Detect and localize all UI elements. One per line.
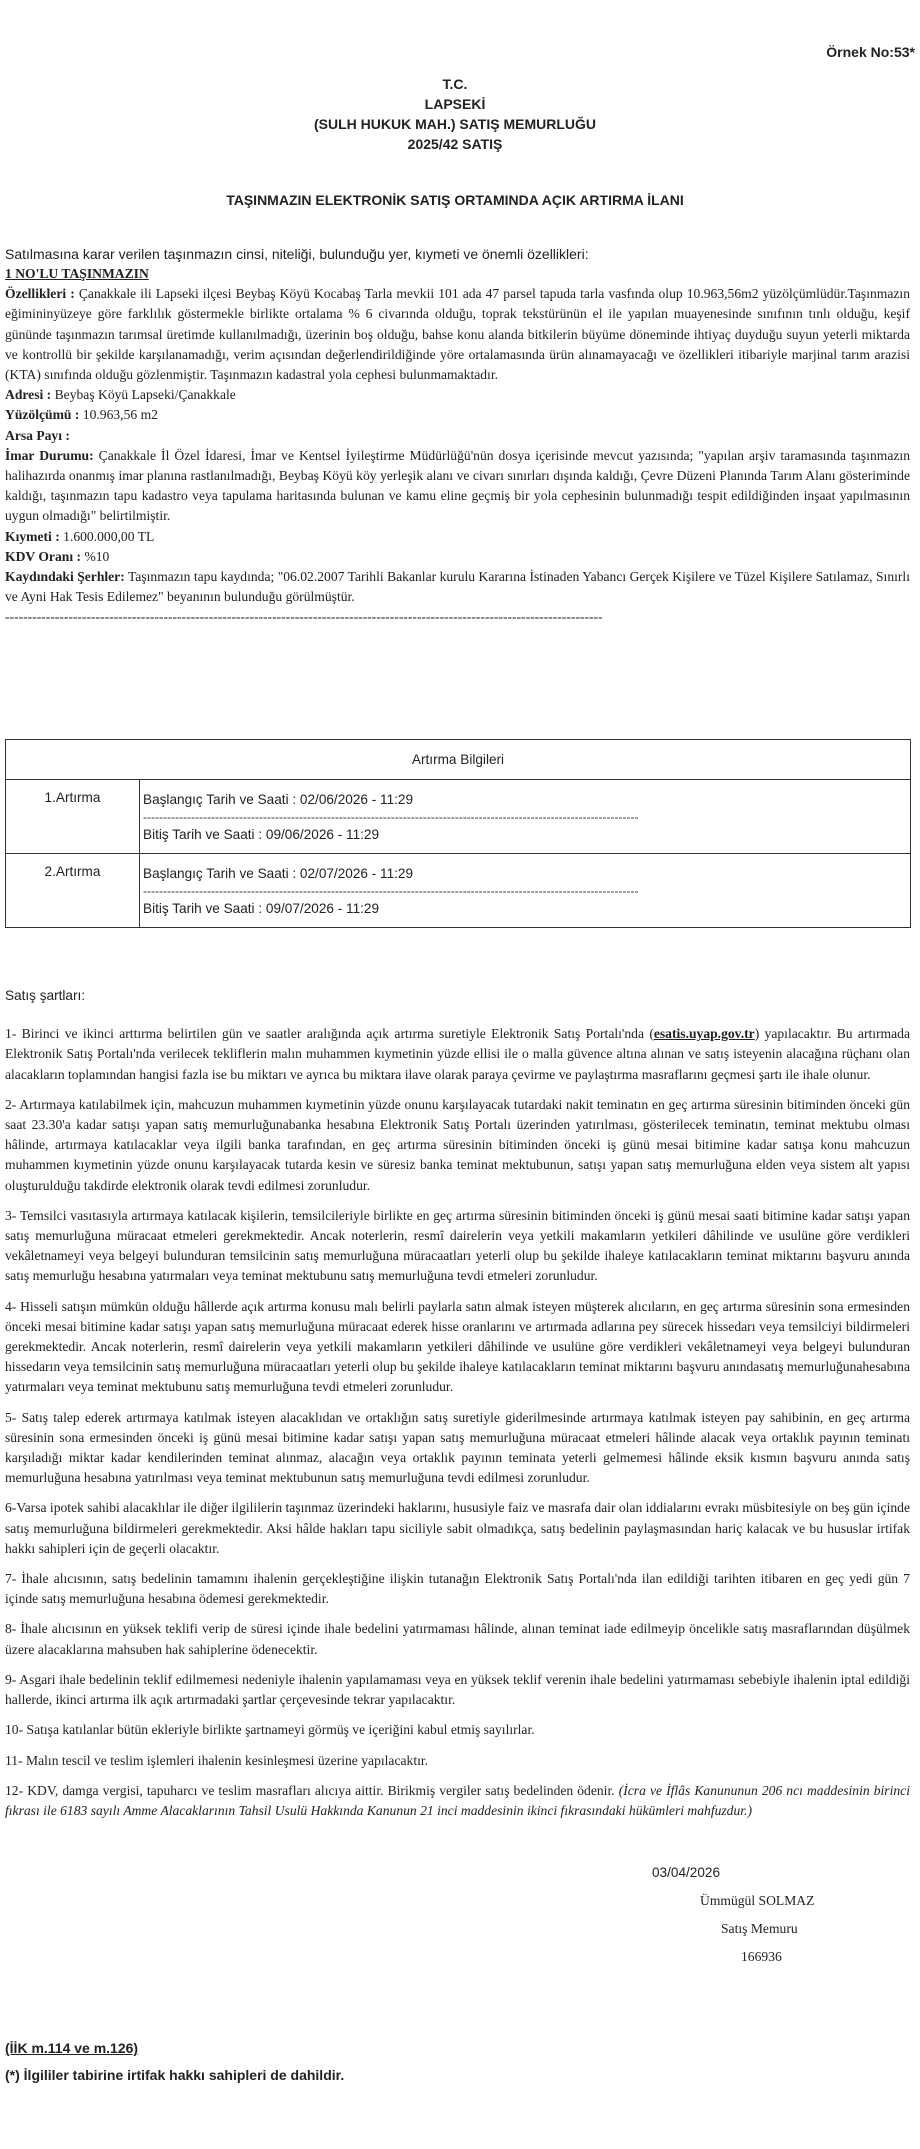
condition-12: 12- KDV, damga vergisi, tapuharcı ve teslim masrafları alıcıya aittir. Birikmiş vergiler satış bedelinden ödenir. (İcra ve İflâs Kanununun 206 ncı maddesinin birinci fıkrası ile 6183 sayılı Amme Alacaklarının Tahsil Usulü Hakkında Kanunun 21 inci maddesinin ikinci fıkrasındaki hükümleri mahfuzdur.) bbox=[5, 1782, 910, 1818]
property-section bbox=[5, 264, 910, 628]
property-share: Arsa Payı : bbox=[5, 427, 70, 443]
property-area: Yüzölçümü : 10.963,56 m2 bbox=[5, 407, 158, 423]
signature-name: Ümmügül SOLMAZ bbox=[700, 1893, 815, 1908]
condition-4: 4- Hisseli satışın mümkün olduğu hâllerde açık artırma konusu malı belirli paylarla satın almak isteyen müşterek alıcıların, en geç artırma süresinin sona ermesinden önceki mesai bitimine kadar satışı yapan satış memurluğuna müracaat ederek hisse oranlarını ve artırmada adlarına pey sürecek hissedarı veya temsilciyi bildirmeleri gerekmektedir. Ancak noterlerin, resmî dairelerin veya yetkili makamların yetkileri dâhilinde ve usulüne göre verdikleri vekâletnameyi veya belgeyi bulunduran hissedarın veya temsilcinin satış memurluğuna müracaatları yeterli olup bu şekilde ihaleye katılacakların teminat miktarını başvuru anındasatış memurluğunahesabına yatırmaları veya teminat mektubunu satış memurluğuna tevdi etmeleri zorunludur. bbox=[5, 1298, 910, 1395]
property-zoning: İmar Durumu: Çanakkale İl Özel İdaresi, İmar ve Kentsel İyileştirme Müdürlüğü'nün dosya içerisinde mevcut yazısında; "yapılan arşiv taramasında taşınmazın halihazırda onanmış imar planına rastlanılmadığı, Beybaş Köyü köy yerleşik alanı ve civarı sınırları dışında kaldığı, Çevre Düzeni Planında Tarım Alanı gösteriminde kaldığı, taşınmazın tapu kadastro veya tapulama haritasında bulunan ve kamu eline geçmiş bir yola cephesinin bulunmadığı tespit edildiğinden inşaat yapılmasının uygun olmadığı" belirtilmiştir. bbox=[5, 447, 910, 524]
auction-2-start: Başlangıç Tarih ve Saati : 02/07/2026 - 11:29 bbox=[143, 866, 414, 881]
condition-7: 7- İhale alıcısının, satış bedelinin tamamını ihalenin gerçekleştiğine ilişkin tutanağın Elektronik Satış Portalı'nda ilan edildiği tarihten itibaren en geç yedi gün 7 içinde satış memurluğuna hesabına ödemesi gerekmektedir. bbox=[5, 1571, 910, 1607]
signature-role: Satış Memuru bbox=[721, 1921, 798, 1936]
auction-info-table bbox=[5, 739, 911, 928]
auction-table-header: Artırma Bilgileri bbox=[6, 740, 911, 780]
auction-2-end: Bitiş Tarih ve Saati : 09/07/2026 - 11:29 bbox=[143, 901, 380, 916]
signature-number: 166936 bbox=[741, 1949, 782, 1964]
property-annotations: Kaydındaki Şerhler: Taşınmazın tapu kaydında; "06.02.2007 Tarihli Bakanlar kurulu Kararına İstinaden Yabancı Gerçek Kişilere ve Tüzel Kişilere Satılamaz, Sınırlı ve Ayni Hak Tesis Edilemez" beyanının bulunduğu görülmüştür. bbox=[5, 569, 910, 605]
auction-2-separator: ---------------------------------------------------------------------------------------------------------------------------- bbox=[143, 885, 639, 897]
footer-note: (*) İlgililer tabirine irtifak hakkı sahipleri de dahildir. bbox=[5, 2067, 345, 2083]
property-features: Özellikleri : Çanakkale ili Lapseki ilçesi Beybaş Köyü Kocabaş Tarla mevkii 101 ada 47 parsel tapuda tarla vasfında olup 10.963,56m2 yüzölçümlüdür.Taşınmazın eğimininyüzeye göre farklılık göstermekle birlikte ortalama % 6 civarında olduğu, toprak tekstürünün el ile yapılan muayenesinde sınıfının tınlı olduğu, keşif gününde taşınmazın tarımsal üretimde kullanılmadığı, üzerinin boş olduğu, bahse konu alanda bitkilerin büyüme döneminde ihtiyaç duyduğu suyun yeterli miktarda ve kontrollü bir şekilde karşılanamadığı, verim açısından değerlendirildiğinde yöre ortalamasında ürün alınamayacağı ve özellikleri itibariyle marjinal tarım arazisi (KTA) sınıfında olduğu gözlenmiştir. Taşınmazın kadastral yola cephesi bulunmamaktadır. bbox=[5, 286, 910, 383]
property-separator: ------------------------------------------------------------------------------------------------------------------------------------ bbox=[5, 609, 603, 625]
property-address: Adresi : Beybaş Köyü Lapseki/Çanakkale bbox=[5, 387, 236, 403]
condition-3: 3- Temsilci vasıtasıyla artırmaya katılacak kişilerin, temsilcileriyle birlikte en geç artırma süresinin bitiminden önceki iş günü mesai saati bitimine kadar satışı yapan satış memurluğuna müracaat etmeleri gerekmektedir. Ancak noterlerin, resmî dairelerin veya yetkili makamların yetkileri dâhilinde ve usulüne göre verdikleri vekâletnameyi veya belgeyi bulunduran temsilcinin satış memurluğuna müracaatları yeterli olup bu şekilde ihaleye katılacakların teminat miktarını başvuru anında satış memurluğu hesabına yatırmaları veya teminat mektubunu satış memurluğuna tevdi etmeleri zorunludur. bbox=[5, 1207, 910, 1284]
condition-2: 2- Artırmaya katılabilmek için, mahcuzun muhammen kıymetinin yüzde onunu karşılayacak tutardaki nakit teminatın en geç artırma süresinin bitiminden önceki gün saat 23.30'a kadar satışı yapan satış memurluğunabanka hesabına Elektronik Satış Portalı üzerinden yatırılması, gösterilecek teminatın, teminat mektubu olması hâlinde, artırmaya katılacaklar veya ilgili banka tarafından, en geç artırma süresinin bitiminden önceki iş günü mesai bitimine kadar satışa konu mahcuzun muhammen kıymetinin yüzde onunu karşılayacak tutarda kesin ve süresiz banka teminat mektubunun, satışı yapan satış memurluğuna elden veya sistem alt yapısı oluşturulduğu takdirde elektronik olarak tevdi edilmesi zorunludur. bbox=[5, 1096, 910, 1193]
document-header bbox=[0, 74, 910, 154]
auction-2-label: 2.Artırma bbox=[6, 854, 140, 928]
header-city: LAPSEKİ bbox=[424, 96, 486, 112]
condition-6: 6-Varsa ipotek sahibi alacaklılar ile diğer ilgililerin taşınmaz üzerindeki haklarını, hususiyle faiz ve masrafa dair olan iddialarını evrakı müsbitesiyle on beş gün içinde satış memurluğuna bildirmeleri gerekmektedir. Aksi hâlde hakları tapu siciliyle sabit olmadıkça, satış bedelinin paylaşmasından hariç kalacak ve bu hususlar irtifak hakkı sahipleri için de geçerli olacaktır. bbox=[5, 1500, 910, 1556]
signature-date: 03/04/2026 bbox=[652, 1865, 721, 1880]
auction-1-label: 1.Artırma bbox=[6, 780, 140, 854]
header-tc: T.C. bbox=[442, 76, 468, 92]
property-vat: KDV Oranı : %10 bbox=[5, 548, 110, 564]
property-no-label: 1 NO'LU TAŞINMAZIN bbox=[5, 266, 149, 281]
condition-10: 10- Satışa katılanlar bütün ekleriyle birlikte şartnameyi görmüş ve içeriğini kabul etmiş sayılırlar. bbox=[5, 1722, 535, 1738]
auction-1-end: Bitiş Tarih ve Saati : 09/06/2026 - 11:29 bbox=[143, 827, 380, 842]
property-value: Kıymeti : 1.600.000,00 TL bbox=[5, 528, 155, 544]
sale-conditions-title: Satış şartları: bbox=[5, 988, 86, 1003]
auction-1-dates bbox=[140, 780, 911, 854]
table-row bbox=[6, 780, 911, 854]
header-office: (SULH HUKUK MAH.) SATIŞ MEMURLUĞU bbox=[313, 116, 597, 132]
table-row bbox=[6, 854, 911, 928]
auction-2-dates bbox=[140, 854, 911, 928]
condition-1: 1- Birinci ve ikinci arttırma belirtilen gün ve saatler aralığında açık artırma suretiyle Elektronik Satış Portalı'nda (esatis.uyap.gov.tr) yapılacaktır. Bu artırmada Elektronik Satış Portalı'nda verilecek tekliflerin malın muhammen kıymetinin yüzde ellisi ile o malla güvence altına alınan ve satış isteyenin alacağına rüçhanı olan alacakların toplamından hangisi fazla ise bu miktarı ve ayrıca bu miktara ilave olarak paraya çevirme ve paylaştırma masraflarını geçmesi şartı ile ihale olunur. bbox=[5, 1026, 910, 1082]
sale-conditions bbox=[5, 986, 910, 1831]
auction-1-separator: ---------------------------------------------------------------------------------------------------------------------------- bbox=[143, 811, 639, 823]
condition-8: 8- İhale alıcısının en yüksek teklifi verip de süresi içinde ihale bedelini yatırmaması hâlinde, alınan teminat iade edilmeyip öncelikle satış masraflarından düşülmek üzere alacaklarına mahsuben hak sahiplerine ödenecektir. bbox=[5, 1621, 910, 1657]
ornek-no: Örnek No:53* bbox=[826, 44, 915, 60]
condition-5: 5- Satış talep ederek artırmaya katılmak isteyen alacaklıdan ve ortaklığın satış suretiyle giderilmesinde artırmaya katılmak isteyen pay sahibinin, en geç artırma süresinin sona ermesinden önceki iş günü mesai bitimine kadar satışı yapan satış memurluğuna müracaat etmeleri hâlinde alacak veya ortaklık payının teminatı karşıladığı miktar kadar kendilerinden teminat alınmaz, alacağın veya ortaklık payının teminata yeterli gelmemesi hâlinde eksik kısmın başvuru anında satış memurluğuna hesabına yatırılması veya teminat mektubunun satış memurluğuna tevdi edilmesi zorunludur. bbox=[5, 1409, 910, 1486]
document-title: TAŞINMAZIN ELEKTRONİK SATIŞ ORTAMINDA AÇIK ARTIRMA İLANI bbox=[226, 192, 684, 208]
condition-11: 11- Malın tescil ve teslim işlemleri ihalenin kesinleşmesi üzerine yapılacaktır. bbox=[5, 1752, 429, 1768]
intro-text: Satılmasına karar verilen taşınmazın cinsi, niteliği, bulunduğu yer, kıymeti ve önemli özellikleri: bbox=[5, 246, 589, 262]
esatis-link[interactable]: esatis.uyap.gov.tr bbox=[653, 1026, 755, 1042]
footer-law-ref: (İİK m.114 ve m.126) bbox=[5, 2040, 139, 2056]
auction-1-start: Başlangıç Tarih ve Saati : 02/06/2026 - 11:29 bbox=[143, 792, 414, 807]
header-file-no: 2025/42 SATIŞ bbox=[407, 136, 503, 152]
condition-9: 9- Asgari ihale bedelinin teklif edilmemesi nedeniyle ihalenin yapılamaması veya en yüksek teklif verenin ihale bedelini yatırmaması sebebiyle ihalenin iptal edildiği hallerde, ikinci artırma ilk açık artırmadaki şartlar çerçevesinde tekrar yapılacaktır. bbox=[5, 1671, 910, 1708]
